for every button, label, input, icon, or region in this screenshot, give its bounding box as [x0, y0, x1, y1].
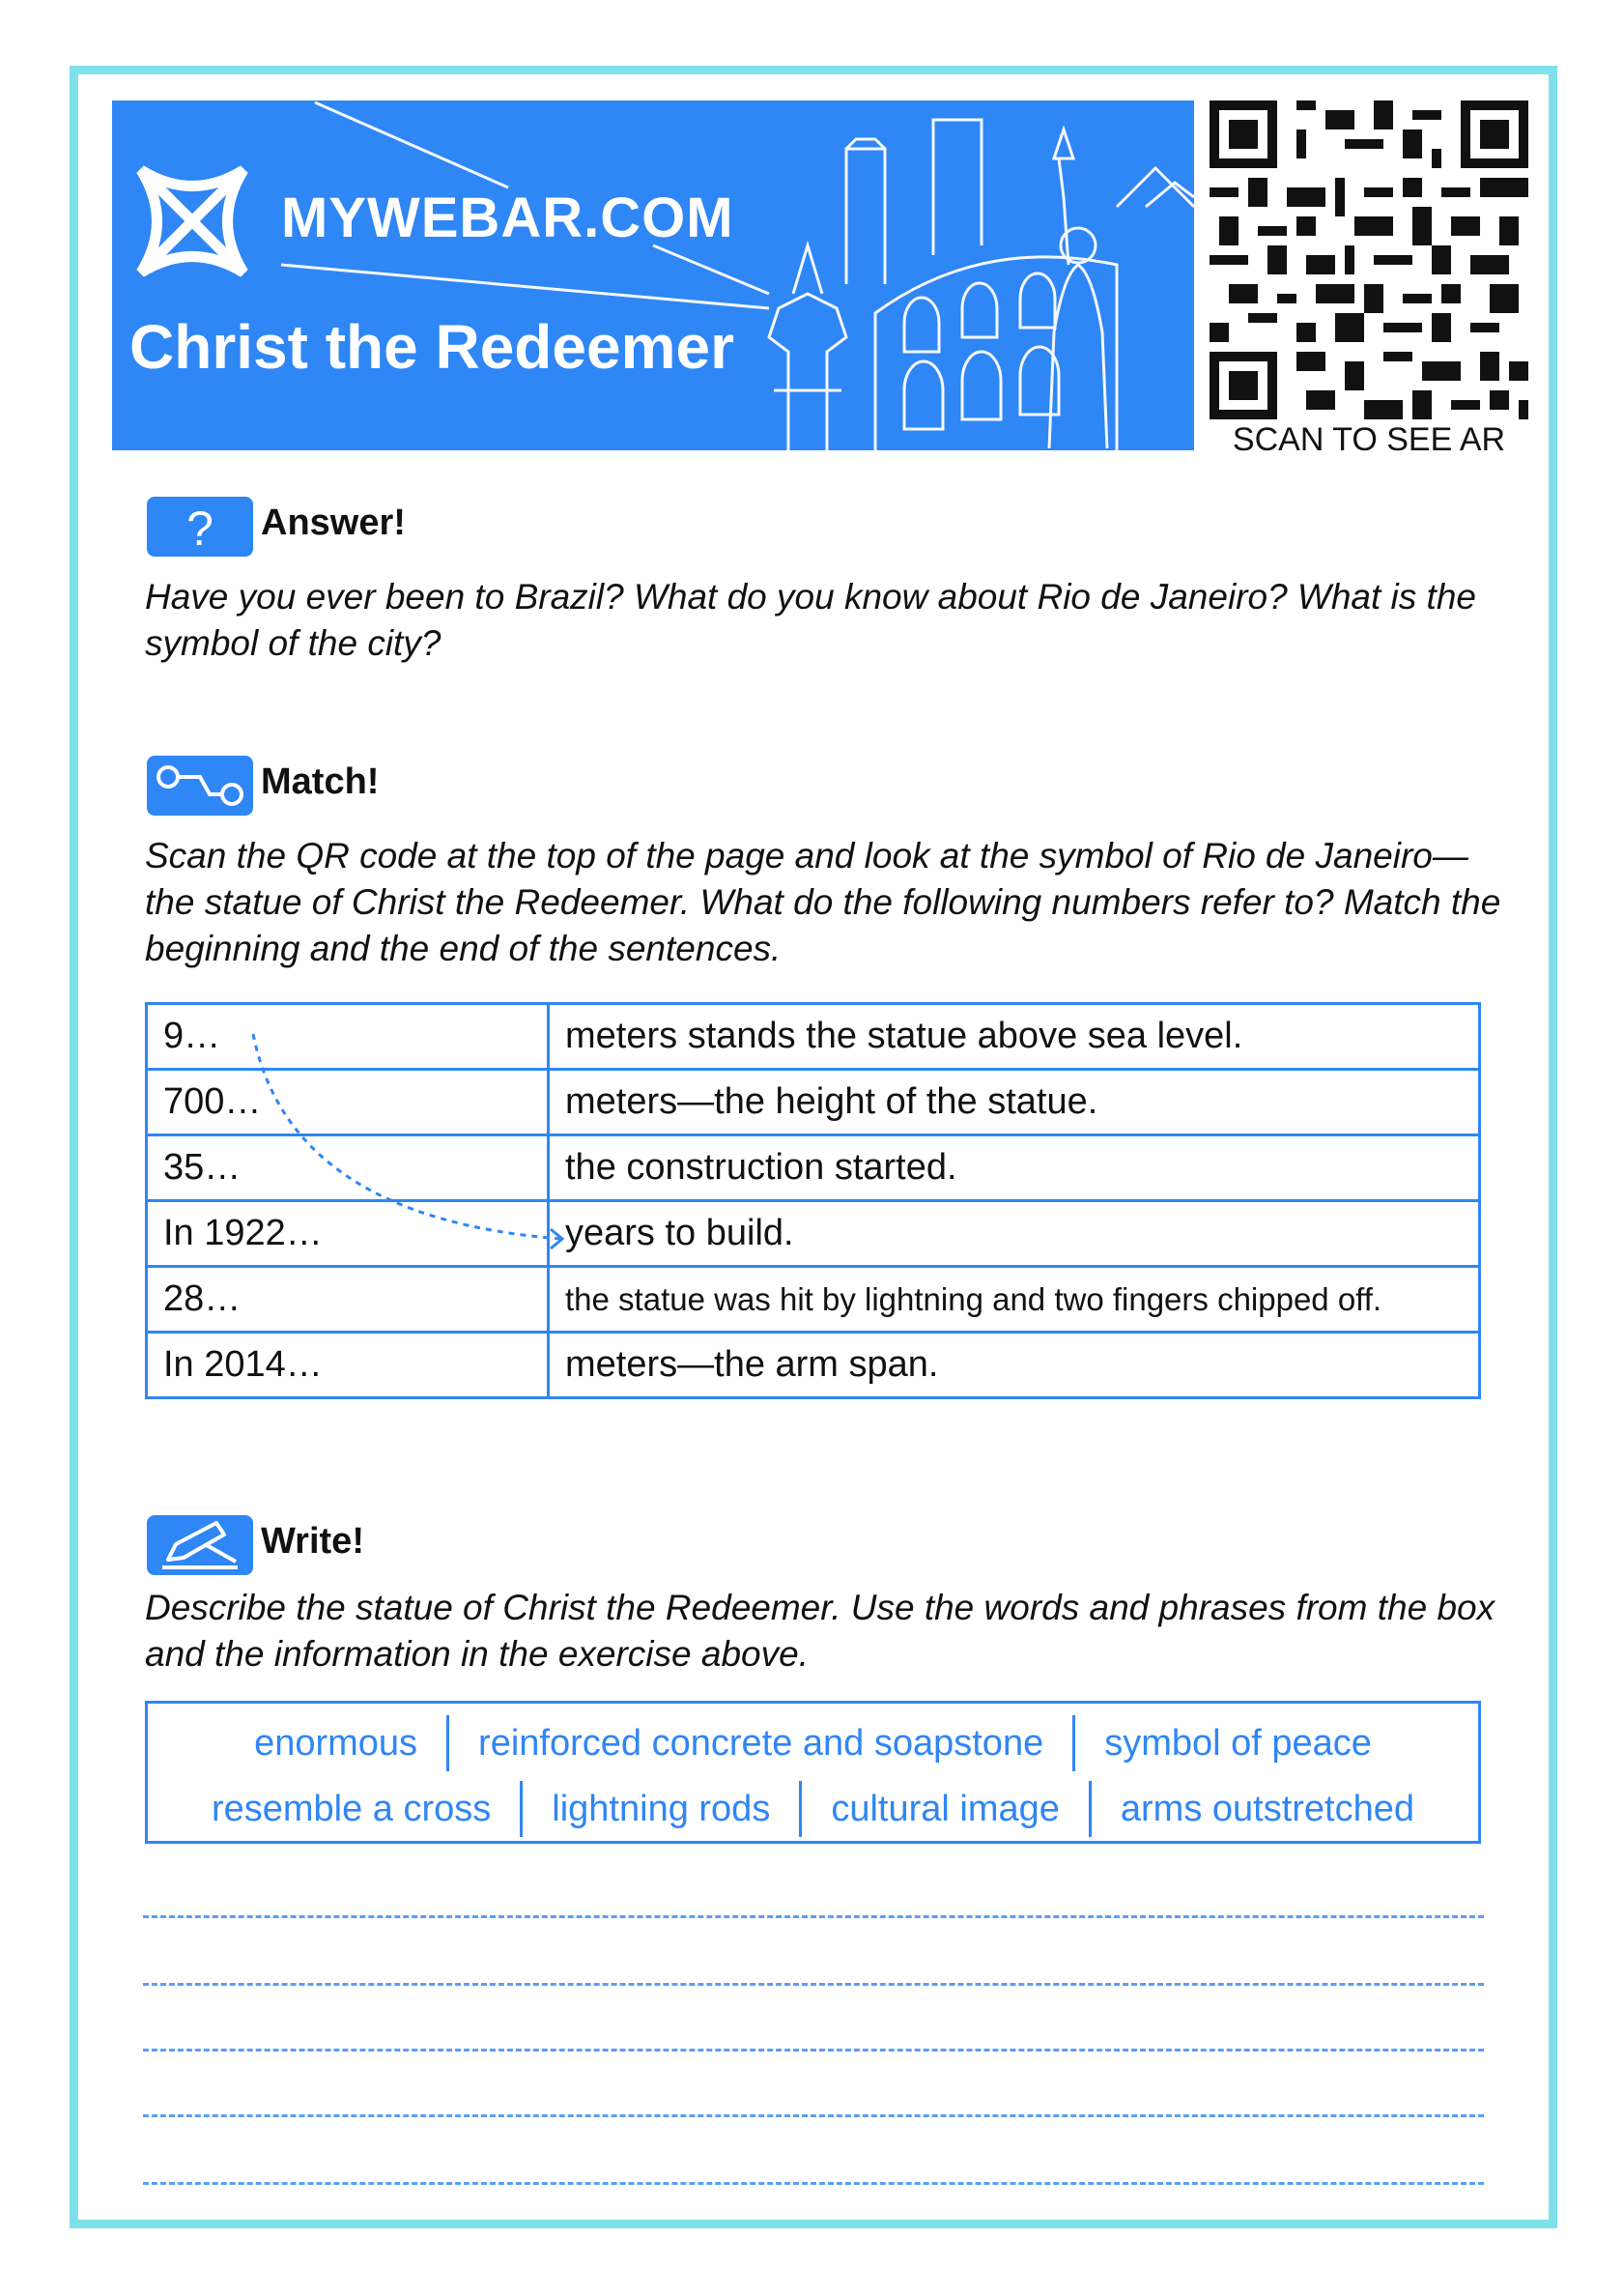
qr-code-icon[interactable] — [1210, 100, 1528, 419]
pencil-icon — [147, 1515, 253, 1575]
match-left-cell[interactable]: 28… — [147, 1267, 549, 1333]
match-left-cell[interactable]: In 2014… — [147, 1333, 549, 1398]
match-right-cell[interactable]: meters stands the statue above sea level. — [549, 1004, 1480, 1070]
question-icon — [147, 497, 253, 557]
example-arrow-icon — [232, 1024, 580, 1256]
writing-line[interactable] — [143, 2049, 1484, 2052]
match-right-cell[interactable]: meters—the arm span. — [549, 1333, 1480, 1398]
answer-heading: Answer! — [261, 502, 406, 543]
match-right-cell[interactable]: years to build. — [549, 1201, 1480, 1267]
match-left-cell[interactable]: In 1922… — [147, 1201, 549, 1267]
word-chip: cultural image — [799, 1781, 1089, 1837]
match-right-cell[interactable]: the construction started. — [549, 1135, 1480, 1201]
writing-line[interactable] — [143, 1915, 1484, 1918]
answer-text: Have you ever been to Brazil? What do you know about Rio de Janeiro? What is the symbol of the city? — [145, 577, 1476, 663]
match-right-cell[interactable]: meters—the height of the statue. — [549, 1070, 1480, 1135]
mywebar-logo-icon — [129, 158, 255, 284]
write-text: Describe the statue of Christ the Redeemer. Use the words and phrases from the box and the information in the exercise above. — [145, 1588, 1495, 1674]
svg-text:?: ? — [186, 502, 214, 556]
match-left-cell[interactable]: 35… — [147, 1135, 549, 1201]
match-heading: Match! — [261, 761, 380, 802]
word-box-row — [148, 1781, 1478, 1837]
qr-caption: SCAN TO SEE AR — [1232, 421, 1506, 458]
writing-line[interactable] — [143, 2182, 1484, 2185]
connector-icon — [147, 756, 253, 816]
match-text: Scan the QR code at the top of the page and look at the symbol of Rio de Janeiro—the statue of Christ the Redeemer. What do the following numbers refer to? Match the beginning and the end of the sentences. — [145, 836, 1501, 968]
writing-line[interactable] — [143, 2114, 1484, 2117]
page-title: Christ the Redeemer — [129, 312, 734, 382]
word-box — [145, 1701, 1481, 1844]
brand-name: MYWEBAR.COM — [281, 187, 734, 249]
match-left-cell[interactable]: 9… — [147, 1004, 549, 1070]
word-chip: resemble a cross — [211, 1789, 492, 1829]
word-chip: lightning rods — [520, 1781, 799, 1837]
word-chip: arms outstretched — [1089, 1781, 1443, 1837]
header-banner — [112, 100, 1194, 450]
word-chip: enormous — [254, 1723, 418, 1764]
table-row — [147, 1267, 1480, 1333]
match-right-cell[interactable]: the statue was hit by lightning and two fingers chipped off. — [549, 1267, 1480, 1333]
match-left-cell[interactable]: 700… — [147, 1070, 549, 1135]
word-box-row — [148, 1715, 1478, 1771]
word-chip: symbol of peace — [1072, 1715, 1401, 1771]
writing-line[interactable] — [143, 1983, 1484, 1986]
landmarks-illustration — [112, 100, 1194, 450]
write-heading: Write! — [261, 1521, 364, 1562]
table-row — [147, 1333, 1480, 1398]
word-chip: reinforced concrete and soapstone — [446, 1715, 1072, 1771]
